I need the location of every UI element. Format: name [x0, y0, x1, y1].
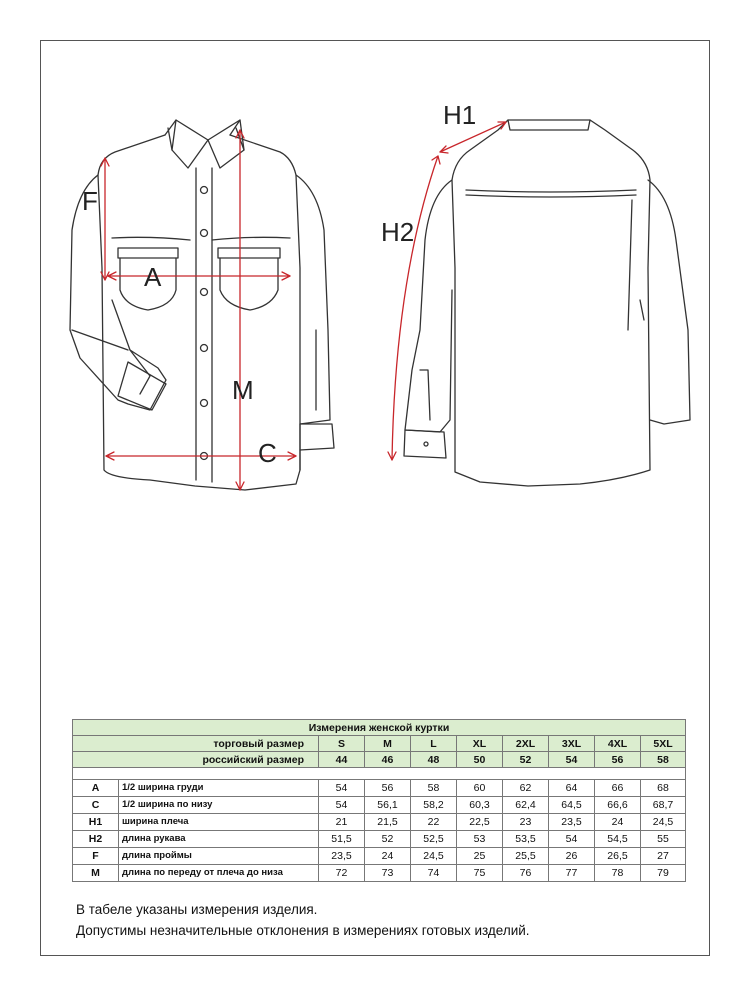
- russian-size-row: [73, 752, 686, 768]
- measure-value: 55: [641, 831, 686, 848]
- table-row: [73, 831, 686, 848]
- measure-value: 51,5: [319, 831, 365, 848]
- measure-value: 78: [595, 865, 641, 882]
- measure-value: 68: [641, 780, 686, 797]
- dimension-label-f: F: [82, 186, 98, 216]
- measure-value: 76: [503, 865, 549, 882]
- trade-size-cell: S: [319, 736, 365, 752]
- measure-value: 22: [411, 814, 457, 831]
- russian-size-cell: 50: [457, 752, 503, 768]
- measure-code: F: [73, 848, 119, 865]
- measure-value: 66,6: [595, 797, 641, 814]
- measure-name: 1/2 ширина по низу: [119, 797, 319, 814]
- measure-value: 23,5: [319, 848, 365, 865]
- dimension-label-a: A: [144, 262, 162, 292]
- measure-value: 58: [411, 780, 457, 797]
- measure-value: 25: [457, 848, 503, 865]
- measure-code: C: [73, 797, 119, 814]
- measure-value: 54: [319, 797, 365, 814]
- dimension-label-m: M: [232, 375, 254, 405]
- measure-value: 60: [457, 780, 503, 797]
- russian-size-cell: 44: [319, 752, 365, 768]
- table-row: [73, 797, 686, 814]
- measure-value: 62,4: [503, 797, 549, 814]
- trade-size-row: [73, 736, 686, 752]
- measure-value: 54: [319, 780, 365, 797]
- measure-value: 22,5: [457, 814, 503, 831]
- measure-value: 21: [319, 814, 365, 831]
- measure-value: 64,5: [549, 797, 595, 814]
- table-row: [73, 848, 686, 865]
- table-row: [73, 814, 686, 831]
- measure-value: 21,5: [365, 814, 411, 831]
- trade-size-cell: 5XL: [641, 736, 686, 752]
- note-line-2: Допустимы незначительные отклонения в измерениях готовых изделий.: [76, 923, 530, 938]
- measure-code: M: [73, 865, 119, 882]
- trade-size-cell: 3XL: [549, 736, 595, 752]
- measure-value: 26,5: [595, 848, 641, 865]
- measure-value: 26: [549, 848, 595, 865]
- measure-value: 24,5: [411, 848, 457, 865]
- measure-value: 24,5: [641, 814, 686, 831]
- measure-name: ширина плеча: [119, 814, 319, 831]
- russian-size-cell: 52: [503, 752, 549, 768]
- russian-size-cell: 46: [365, 752, 411, 768]
- measure-name: длина проймы: [119, 848, 319, 865]
- dimension-label-c: C: [258, 438, 277, 468]
- measure-value: 54,5: [595, 831, 641, 848]
- russian-size-cell: 58: [641, 752, 686, 768]
- measure-value: 75: [457, 865, 503, 882]
- measure-value: 52,5: [411, 831, 457, 848]
- notes-block: [76, 899, 530, 941]
- table-title-row: [73, 720, 686, 736]
- measure-value: 24: [595, 814, 641, 831]
- table-spacer-row: [73, 768, 686, 780]
- measure-value: 64: [549, 780, 595, 797]
- measure-code: A: [73, 780, 119, 797]
- table-title: Измерения женской куртки: [73, 720, 686, 736]
- measure-value: 56: [365, 780, 411, 797]
- measure-name: 1/2 ширина груди: [119, 780, 319, 797]
- trade-size-label: торговый размер: [73, 736, 319, 752]
- dimension-label-h1: H1: [443, 100, 477, 130]
- russian-size-cell: 56: [595, 752, 641, 768]
- measure-value: 77: [549, 865, 595, 882]
- front-jacket-outline: [70, 120, 334, 490]
- measure-value: 79: [641, 865, 686, 882]
- russian-size-label: российский размер: [73, 752, 319, 768]
- measure-value: 23,5: [549, 814, 595, 831]
- measure-value: 23: [503, 814, 549, 831]
- trade-size-cell: XL: [457, 736, 503, 752]
- measure-value: 68,7: [641, 797, 686, 814]
- russian-size-cell: 54: [549, 752, 595, 768]
- note-line-1: В табеле указаны измерения изделия.: [76, 902, 318, 917]
- measure-value: 56,1: [365, 797, 411, 814]
- measure-value: 25,5: [503, 848, 549, 865]
- measure-value: 53,5: [503, 831, 549, 848]
- measure-code: H2: [73, 831, 119, 848]
- measure-value: 73: [365, 865, 411, 882]
- trade-size-cell: 4XL: [595, 736, 641, 752]
- measure-name: длина рукава: [119, 831, 319, 848]
- measure-name: длина по переду от плеча до низа: [119, 865, 319, 882]
- measure-value: 27: [641, 848, 686, 865]
- back-jacket-outline: [404, 120, 690, 486]
- measure-value: 62: [503, 780, 549, 797]
- measure-value: 60,3: [457, 797, 503, 814]
- measure-code: H1: [73, 814, 119, 831]
- measure-value: 24: [365, 848, 411, 865]
- measure-value: 58,2: [411, 797, 457, 814]
- size-chart-table: [72, 719, 686, 882]
- measure-value: 54: [549, 831, 595, 848]
- table-row: [73, 780, 686, 797]
- trade-size-cell: 2XL: [503, 736, 549, 752]
- measure-value: 66: [595, 780, 641, 797]
- table-row: [73, 865, 686, 882]
- trade-size-cell: M: [365, 736, 411, 752]
- russian-size-cell: 48: [411, 752, 457, 768]
- dimension-label-h2: H2: [381, 217, 415, 247]
- measure-value: 52: [365, 831, 411, 848]
- trade-size-cell: L: [411, 736, 457, 752]
- measure-value: 74: [411, 865, 457, 882]
- measure-value: 72: [319, 865, 365, 882]
- measure-value: 53: [457, 831, 503, 848]
